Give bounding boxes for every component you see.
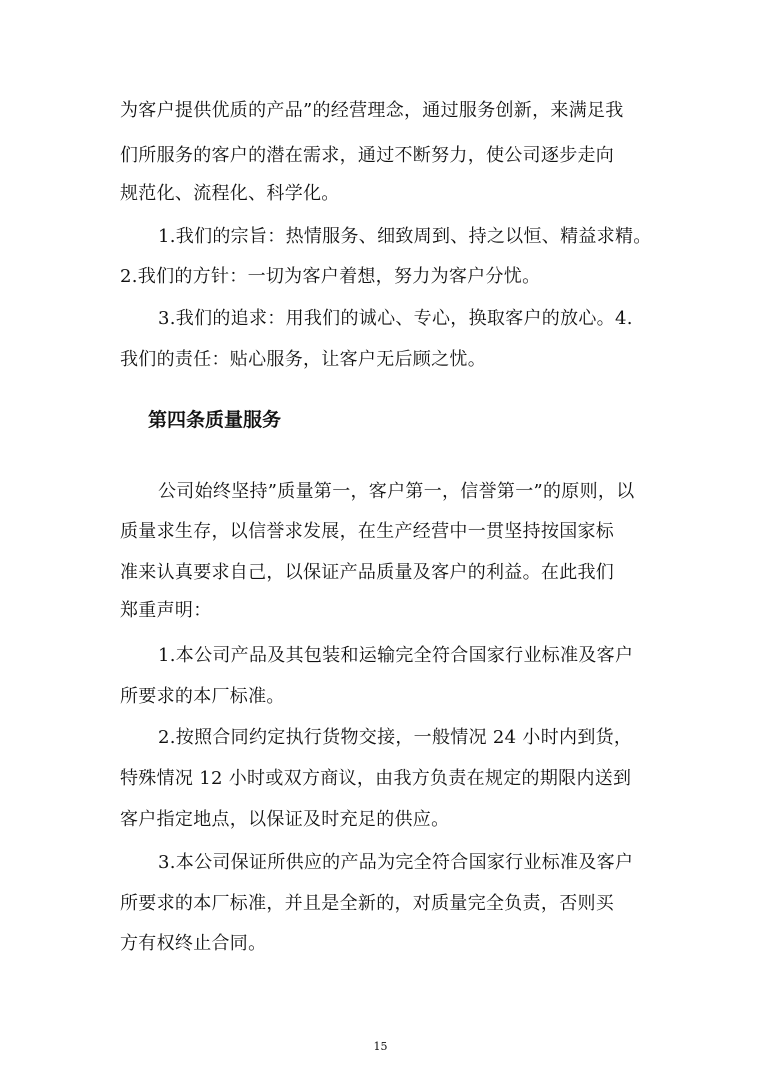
section-heading: 第四条质量服务 [148, 409, 282, 431]
principle-item-1: 1.我们的宗旨：热情服务、细致周到、持之以恒、精益求精。 [158, 226, 652, 247]
paragraph-line: 公司始终坚持”质量第一，客户第一，信誉第一”的原则，以 [158, 481, 635, 502]
paragraph-line: 规范化、流程化、科学化。 [120, 183, 340, 204]
declaration-item-1-cont: 所要求的本厂标准。 [120, 686, 285, 707]
paragraph-line: 们所服务的客户的潜在需求，通过不断努力，使公司逐步走向 [120, 145, 615, 166]
paragraph-line: 质量求生存，以信誉求发展，在生产经营中一贯坚持按国家标 [120, 521, 615, 542]
declaration-item-3-cont: 所要求的本厂标准，并且是全新的，对质量完全负责，否则买 [120, 893, 615, 914]
page-number: 15 [373, 1040, 388, 1053]
principle-item-2: 2.我们的方针：一切为客户着想，努力为客户分忧。 [120, 266, 541, 287]
declaration-item-2-cont: 特殊情况 12 小时或双方商议，由我方负责在规定的期限内送到 [120, 768, 632, 789]
paragraph-line: 为客户提供优质的产品”的经营理念，通过服务创新，来满足我 [120, 100, 624, 121]
paragraph-line: 准来认真要求自己，以保证产品质量及客户的利益。在此我们 [120, 562, 615, 583]
declaration-item-3-cont: 方有权终止合同。 [120, 933, 267, 954]
principle-item-3: 3.我们的追求：用我们的诚心、专心，换取客户的放心。4. [158, 308, 633, 329]
declaration-item-2-cont: 客户指定地点，以保证及时充足的供应。 [120, 809, 450, 830]
declaration-item-1: 1.本公司产品及其包装和运输完全符合国家行业标准及客户 [158, 645, 634, 666]
principle-item-4: 我们的责任：贴心服务，让客户无后顾之忧。 [120, 349, 486, 370]
paragraph-line: 郑重声明： [120, 600, 212, 621]
declaration-item-2: 2.按照合同约定执行货物交接，一般情况 24 小时内到货， [158, 727, 633, 748]
declaration-item-3: 3.本公司保证所供应的产品为完全符合国家行业标准及客户 [158, 852, 634, 873]
